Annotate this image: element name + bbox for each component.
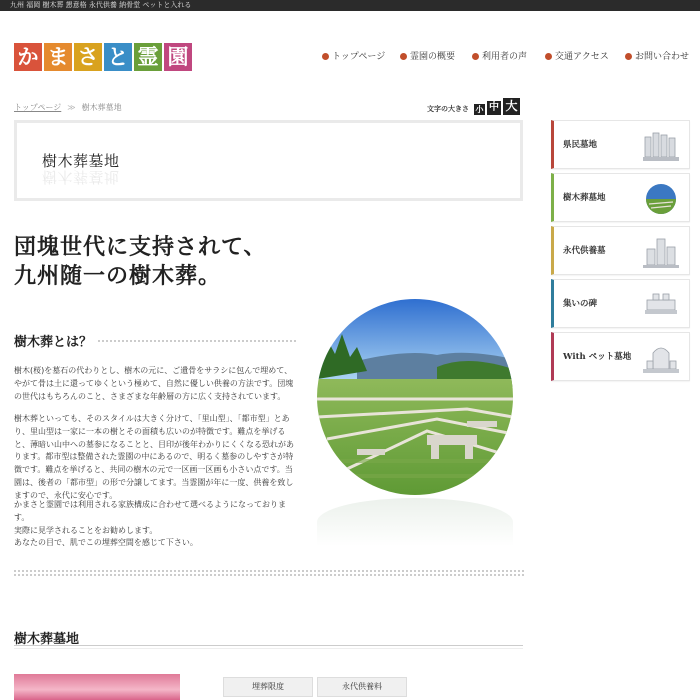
global-nav: [0, 50, 700, 64]
body-line: 実際に見学されることをお勧めします。: [14, 525, 158, 535]
font-size-medium-button[interactable]: 中: [489, 102, 499, 113]
cherry-blossom-photo: [14, 674, 180, 700]
memorial-tower-icon: [643, 235, 679, 269]
section-heading: 樹木葬墓地: [14, 632, 80, 647]
body-line: あなたの目で、肌でこの埋葬空間を感じて下さい。: [14, 538, 198, 548]
breadcrumb-current: 樹木葬墓地: [81, 103, 122, 112]
sidebar-item-label: 樹木葬墓地: [563, 193, 606, 203]
headline-line-2: 九州随一の樹木葬。: [14, 263, 222, 289]
pet-grave-icon: [643, 341, 679, 375]
breadcrumb-home[interactable]: トップページ: [14, 103, 62, 112]
section-divider: [98, 340, 296, 342]
font-size-large-button[interactable]: 大: [503, 98, 520, 115]
monument-icon: [643, 288, 679, 322]
top-bar-text: 九州 福岡 樹木葬 懇意格 永代供養 納骨堂 ペットと入れる: [10, 1, 192, 9]
font-size-switcher: [427, 98, 520, 115]
nav-item-overview[interactable]: 霊園の概要: [400, 50, 455, 64]
headline-line-1: 団塊世代に支持されて、: [14, 234, 267, 260]
sidebar-item-perpetual-memorial[interactable]: [551, 226, 690, 275]
sidebar-item-prefectural-cemetery[interactable]: [551, 120, 690, 169]
logo-char: ま: [44, 43, 72, 71]
body-paragraph: [14, 499, 299, 550]
bullet-icon: [322, 53, 329, 60]
section-underline: [14, 645, 523, 646]
tree-burial-icon: [643, 182, 679, 216]
tombstones-icon: [643, 129, 679, 163]
logo-char: 霊: [134, 43, 162, 71]
logo-char: と: [104, 43, 132, 71]
font-size-label: 文字の大きさ: [427, 105, 469, 113]
section-separator: [14, 570, 524, 576]
nav-item-top[interactable]: トップページ: [322, 50, 385, 64]
breadcrumb: [14, 102, 122, 113]
logo-char: 園: [164, 43, 192, 71]
sidebar-item-label: 永代供養墓: [563, 246, 606, 256]
bullet-icon: [400, 53, 407, 60]
top-bar: [0, 0, 700, 11]
nav-item-access[interactable]: 交通アクセス: [545, 50, 609, 64]
page-title-reflection: 樹木葬墓地: [42, 168, 120, 186]
cemetery-photo-reflection: [317, 498, 513, 546]
logo-char: か: [14, 43, 42, 71]
body-paragraph: 樹木葬といっても、そのスタイルは大きく分けて、「里山型」、「都市型」とあり、里山型は一家に一本の樹とその面積も広いのが特徴です。難点を挙げると、薄暗い山中への墓参になることと、目印が後年わかりにくくなる恐れがあります。都市型は整備された霊園の中にあるので、明るく墓参のしやすさが特徴です。難点を挙げると、共同の樹木の元で一区画一区画も小さい点です。当園は、後者の「都市型」の形で分譲してます。当霊園が年に一度、供養を致しますので、永代に安心です。: [14, 414, 294, 500]
page-title: 樹木葬墓地: [42, 152, 120, 170]
sidebar-item-gathering-monument[interactable]: [551, 279, 690, 328]
section-heading: 樹木葬とは？: [14, 335, 93, 350]
sidebar-item-tree-burial[interactable]: [551, 173, 690, 222]
bullet-icon: [625, 53, 632, 60]
bullet-icon: [545, 53, 552, 60]
table-header-cell: 永代供養料: [317, 677, 407, 697]
breadcrumb-separator: ≫: [67, 103, 76, 112]
sidebar-item-pet-cemetery[interactable]: [551, 332, 690, 381]
font-size-small-button[interactable]: 小: [475, 105, 484, 114]
nav-item-voices[interactable]: 利用者の声: [472, 50, 527, 64]
table-header-cell: 埋葬限度: [223, 677, 313, 697]
cemetery-photo-image: [317, 299, 513, 495]
page-title-box: [14, 120, 523, 201]
nav-item-contact[interactable]: お問い合わせ: [625, 50, 689, 64]
bullet-icon: [472, 53, 479, 60]
sidebar-item-label: 集いの碑: [563, 299, 598, 309]
body-paragraph: 樹木(桜)を墓石の代わりとし、樹木の元に、ご遺骨をサラシに包んで埋めて、やがて骨は土に還ってゆくという極めて、自然に優しい供養の方法です。団塊の世代はもちろんのこと、さまざまな年齢層の方に広く支持されています。: [14, 366, 294, 401]
sidebar-item-label: 県民墓地: [563, 140, 598, 150]
logo-char: さ: [74, 43, 102, 71]
sidebar-menu: [551, 120, 690, 385]
body-line: かまさと霊園では利用される家族構成に合わせて選べるようになっております。: [14, 500, 286, 522]
cemetery-photo: [317, 299, 513, 495]
section-underline: [14, 648, 523, 649]
headline: [14, 233, 267, 291]
sidebar-item-label: With ペット墓地: [563, 352, 632, 362]
